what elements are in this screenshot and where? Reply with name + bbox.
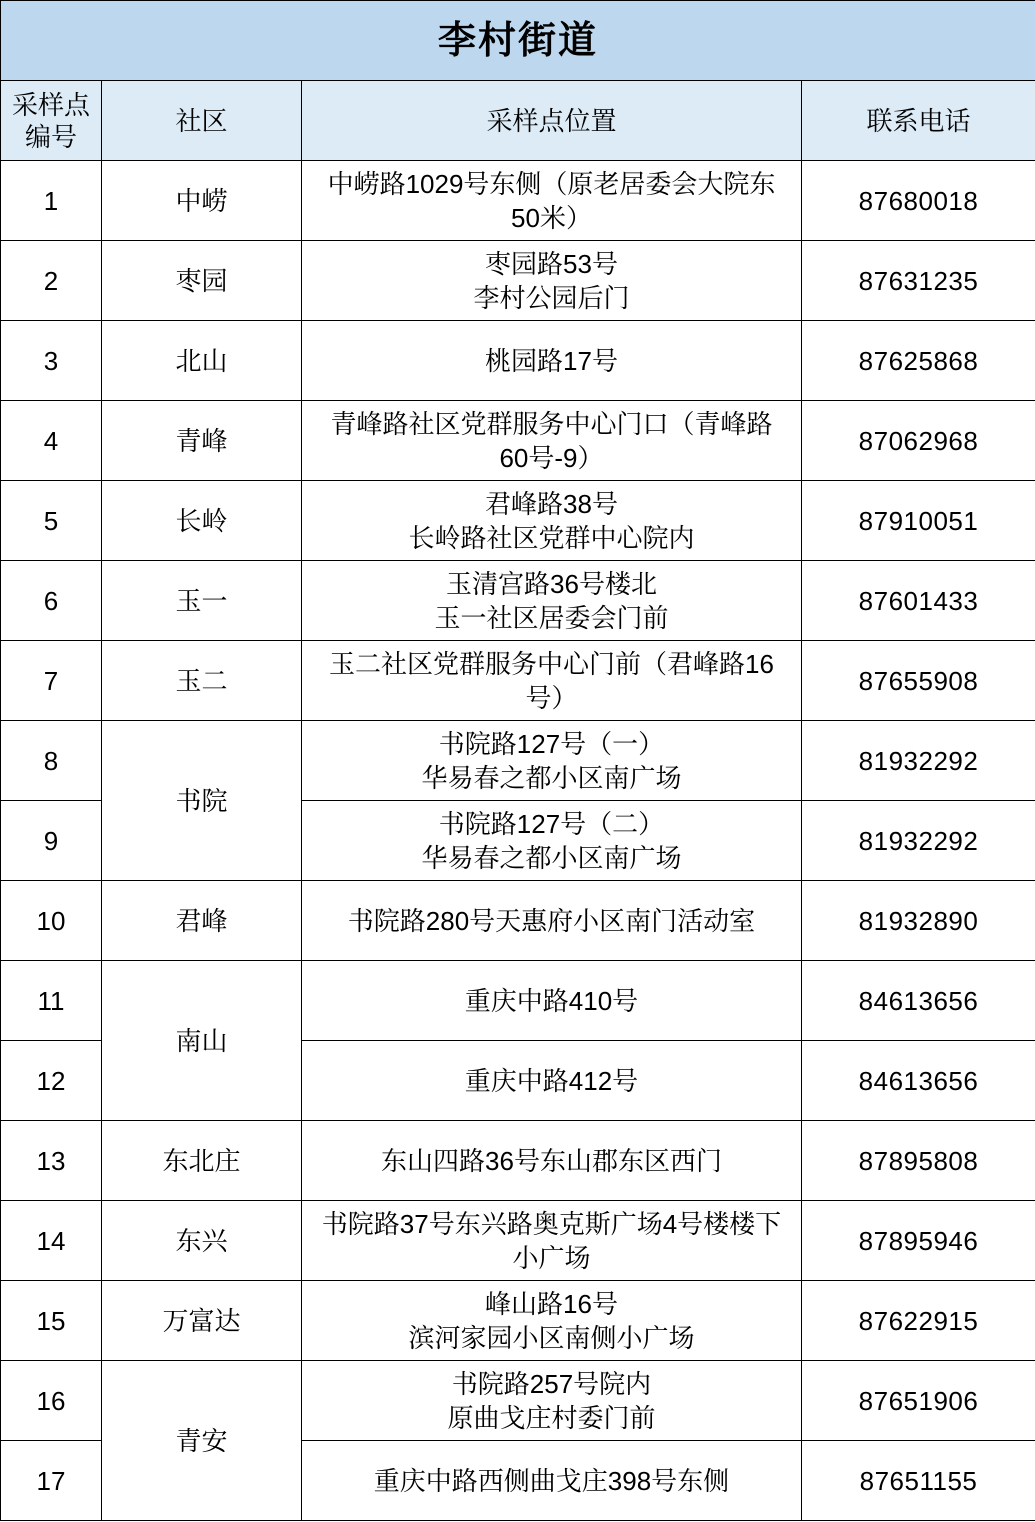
- location-cell: [302, 321, 802, 401]
- location-line: 号）: [525, 682, 578, 713]
- location-line: 长岭路社区党群中心院内: [408, 522, 695, 553]
- location-line: 枣园路53号: [485, 248, 618, 279]
- sample-number-cell: 14: [1, 1201, 102, 1281]
- phone-cell: 87631235: [802, 241, 1035, 321]
- community-cell: 南山: [102, 961, 302, 1121]
- table-row: [1, 161, 1035, 241]
- page-title: 李村街道: [1, 1, 1035, 81]
- location-line: 书院路257号院内: [451, 1368, 652, 1399]
- location-cell: [302, 801, 802, 881]
- sample-number-cell: 6: [1, 561, 102, 641]
- phone-cell: 81932292: [802, 801, 1035, 881]
- sample-number-cell: 5: [1, 481, 102, 561]
- location-line: 玉一社区居委会门前: [434, 602, 669, 633]
- phone-cell: 81932292: [802, 721, 1035, 801]
- location-cell: [302, 161, 802, 241]
- header-phone: 联系电话: [802, 81, 1035, 161]
- location-line: 华易春之都小区南广场: [421, 762, 682, 793]
- table-row: [1, 241, 1035, 321]
- sample-number-cell: 12: [1, 1041, 102, 1121]
- header-community: 社区: [102, 81, 302, 161]
- table-row: [1, 561, 1035, 641]
- location-cell: [302, 721, 802, 801]
- location-cell: [302, 961, 802, 1041]
- phone-cell: 87910051: [802, 481, 1035, 561]
- header-sample-number: 采样点编号: [1, 81, 102, 161]
- table-row: [1, 881, 1035, 961]
- table-row: [1, 321, 1035, 401]
- phone-cell: 87651155: [802, 1441, 1035, 1521]
- community-cell: 玉二: [102, 641, 302, 721]
- phone-cell: 84613656: [802, 1041, 1035, 1121]
- community-cell: 东兴: [102, 1201, 302, 1281]
- phone-cell: 84613656: [802, 961, 1035, 1041]
- table-row: [1, 1281, 1035, 1361]
- table-body: [1, 161, 1035, 1521]
- location-cell: [302, 1121, 802, 1201]
- community-cell: 北山: [102, 321, 302, 401]
- location-line: 书院路37号东兴路奥克斯广场4号楼楼下: [321, 1208, 782, 1239]
- community-cell: 青安: [102, 1361, 302, 1521]
- sample-number-cell: 11: [1, 961, 102, 1041]
- location-line: 重庆中路西侧曲戈庄398号东侧: [373, 1465, 730, 1496]
- sample-number-cell: 16: [1, 1361, 102, 1441]
- phone-cell: 87062968: [802, 401, 1035, 481]
- location-cell: [302, 881, 802, 961]
- table-row: [1, 401, 1035, 481]
- sample-number-cell: 15: [1, 1281, 102, 1361]
- table-row: [1, 1121, 1035, 1201]
- community-cell: 君峰: [102, 881, 302, 961]
- location-line: 滨河家园小区南侧小广场: [408, 1322, 695, 1353]
- location-line: 小广场: [512, 1242, 591, 1273]
- location-cell: [302, 401, 802, 481]
- location-line: 峰山路16号: [485, 1288, 618, 1319]
- header-row: [1, 81, 1035, 161]
- title-row: [1, 1, 1035, 81]
- phone-cell: 81932890: [802, 881, 1035, 961]
- location-cell: [302, 1441, 802, 1521]
- sample-number-cell: 3: [1, 321, 102, 401]
- location-line: 书院路127号（一）: [438, 728, 665, 759]
- location-cell: [302, 1201, 802, 1281]
- location-line: 60号-9）: [499, 442, 604, 473]
- phone-cell: 87895946: [802, 1201, 1035, 1281]
- location-cell: [302, 1041, 802, 1121]
- location-cell: [302, 1361, 802, 1441]
- table-row: [1, 481, 1035, 561]
- phone-cell: 87622915: [802, 1281, 1035, 1361]
- sample-number-cell: 4: [1, 401, 102, 481]
- location-line: 桃园路17号: [485, 345, 618, 376]
- sample-number-cell: 8: [1, 721, 102, 801]
- sample-number-cell: 17: [1, 1441, 102, 1521]
- community-cell: 枣园: [102, 241, 302, 321]
- sample-number-cell: 13: [1, 1121, 102, 1201]
- location-cell: [302, 641, 802, 721]
- community-cell: 书院: [102, 721, 302, 881]
- location-line: 重庆中路410号: [464, 985, 639, 1016]
- location-line: 华易春之都小区南广场: [421, 842, 682, 873]
- header-location: 采样点位置: [302, 81, 802, 161]
- location-line: 书院路280号天惠府小区南门活动室: [347, 905, 756, 936]
- sample-number-cell: 9: [1, 801, 102, 881]
- table-row: [1, 641, 1035, 721]
- location-line: 原曲戈庄村委门前: [447, 1402, 656, 1433]
- community-cell: 青峰: [102, 401, 302, 481]
- phone-cell: 87651906: [802, 1361, 1035, 1441]
- community-cell: 长岭: [102, 481, 302, 561]
- table-row: [1, 1361, 1035, 1441]
- location-line: 中崂路1029号东侧（原老居委会大院东: [327, 168, 776, 199]
- community-cell: 万富达: [102, 1281, 302, 1361]
- location-cell: [302, 561, 802, 641]
- sample-number-cell: 10: [1, 881, 102, 961]
- community-cell: 东北庄: [102, 1121, 302, 1201]
- location-line: 玉清宫路36号楼北: [446, 568, 657, 599]
- location-line: 书院路127号（二）: [438, 808, 665, 839]
- sample-number-cell: 1: [1, 161, 102, 241]
- location-line: 东山四路36号东山郡东区西门: [381, 1145, 722, 1176]
- sample-number-cell: 2: [1, 241, 102, 321]
- phone-cell: 87601433: [802, 561, 1035, 641]
- location-line: 李村公园后门: [473, 282, 630, 313]
- phone-cell: 87625868: [802, 321, 1035, 401]
- community-cell: 中崂: [102, 161, 302, 241]
- location-cell: [302, 241, 802, 321]
- table-row: [1, 1201, 1035, 1281]
- phone-cell: 87680018: [802, 161, 1035, 241]
- location-cell: [302, 1281, 802, 1361]
- location-cell: [302, 481, 802, 561]
- table-row: [1, 721, 1035, 801]
- community-cell: 玉一: [102, 561, 302, 641]
- location-line: 君峰路38号: [485, 488, 618, 519]
- phone-cell: 87895808: [802, 1121, 1035, 1201]
- location-line: 玉二社区党群服务中心门前（君峰路16: [329, 648, 774, 679]
- location-line: 青峰路社区党群服务中心门口（青峰路: [330, 408, 773, 439]
- phone-cell: 87655908: [802, 641, 1035, 721]
- table-row: [1, 961, 1035, 1041]
- location-line: 50米）: [511, 202, 592, 233]
- location-line: 重庆中路412号: [464, 1065, 639, 1096]
- sample-number-cell: 7: [1, 641, 102, 721]
